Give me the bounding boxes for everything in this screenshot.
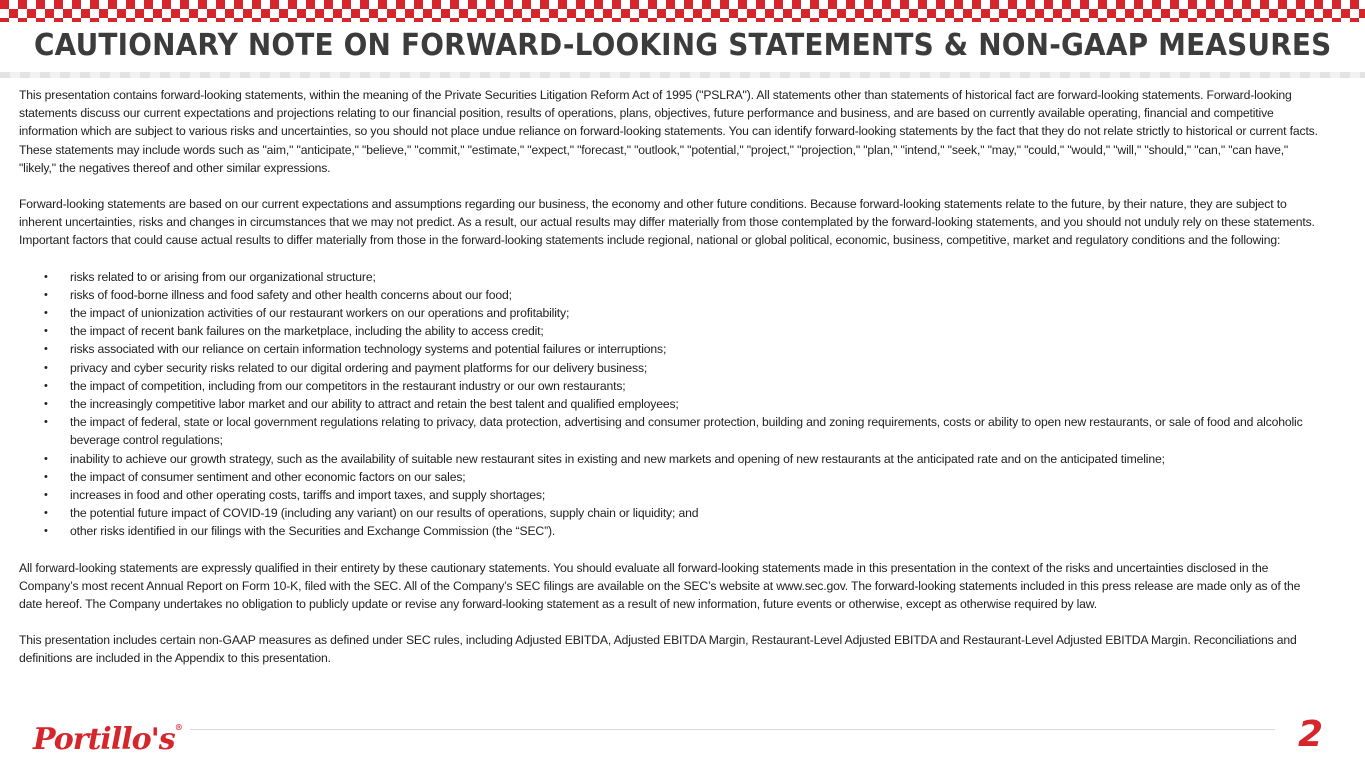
- logo-text: Portillo's: [33, 722, 175, 757]
- list-item: • the impact of recent bank failures on the marketplace, including the ability to access credit;: [19, 322, 1319, 340]
- list-item: • the increasingly competitive labor market and our ability to attract and retain the best talent and qualified employees;: [19, 395, 1319, 413]
- paragraph-intro: This presentation contains forward-looking statements, within the meaning of the Private Securities Litigation Reform Act of 1995 ("PSLRA"). All statements other than statements of historical fact are forward-looking statements. Forward-looking statements discuss our current expectations and projections relating to our financial position, results of operations, plans, objectives, future performance and business, and are based on currently available operating, financial and competitive information which are subject to various risks and uncertainties, so you should not place undue reliance on forward-looking statements. You can identify forward-looking statements by the fact that they do not relate strictly to historical or current facts. These statements may include words such as "aim," "anticipate," "believe," "commit," "estimate," "expect," "forecast," "outlook," "potential," "project," "projection," "plan," "intend," "seek," "may," "could," "would," "will," "should," "can," "can have," "likely," the negatives thereof and other similar expressions.: [19, 88, 1318, 175]
- list-item: • the impact of federal, state or local government regulations relating to privacy, data protection, advertising and consumer protection, building and zoning requirements, costs or ability to open new restaurants, or sale of food and alcoholic beverage control regulations;: [19, 413, 1319, 449]
- paragraph-non-gaap: This presentation includes certain non-GAAP measures as defined under SEC rules, including Adjusted EBITDA, Adjusted EBITDA Margin, Restaurant-Level Adjusted EBITDA and Restaurant-Level Adjusted EBITDA Margin. Reconciliations and definitions are included in the Appendix to this presentation.: [19, 633, 1297, 666]
- list-item: • the impact of consumer sentiment and other economic factors on our sales;: [19, 468, 1319, 486]
- footer-divider: [190, 729, 1275, 730]
- list-item: • inability to achieve our growth strategy, such as the availability of suitable new restaurant sites in existing and new markets and opening of new restaurants at the anticipated rate and on the anticipated timeline;: [19, 450, 1319, 468]
- portillos-logo: [33, 722, 182, 757]
- paragraph-assumptions: Forward-looking statements are based on our current expectations and assumptions regarding our business, the economy and other future conditions. Because forward-looking statements relate to the future, by their nature, they are subject to inherent uncertainties, risks and changes in circumstances that we may not predict. As a result, our actual results may differ materially from those contemplated by the forward-looking statements, and you should not unduly rely on these statements. Important factors that could cause actual results to differ materially from those in the forward-looking statements include regional, national or global political, economic, business, competitive, market and regulatory conditions and the following:: [19, 197, 1315, 248]
- page-title: CAUTIONARY NOTE ON FORWARD-LOOKING STATEMENTS & NON-GAAP MEASURES: [34, 28, 1332, 63]
- risk-factor-list: [19, 268, 1319, 541]
- checkered-banner: [0, 0, 1365, 22]
- list-item: • the potential future impact of COVID-19 (including any variant) on our results of operations, supply chain or liquidity; and: [19, 504, 1319, 522]
- paragraph-qualification: All forward-looking statements are expressly qualified in their entirety by these cautionary statements. You should evaluate all forward-looking statements made in this presentation in the context of the risks and uncertainties disclosed in the Company’s most recent Annual Report on Form 10-K, filed with the SEC. All of the Company’s SEC filings are available on the SEC’s website at www.sec.gov. The forward-looking statements included in this press release are made only as of the date hereof. The Company undertakes no obligation to publicly update or revise any forward-looking statement as a result of new information, future events or otherwise, except as otherwise required by law.: [19, 560, 1301, 612]
- list-item: • increases in food and other operating costs, tariffs and import taxes, and supply shortages;: [19, 486, 1319, 504]
- list-item: • the impact of competition, including from our competitors in the restaurant industry or our own restaurants;: [19, 377, 1319, 395]
- list-item: • privacy and cyber security risks related to our digital ordering and payment platforms for our delivery business;: [19, 359, 1319, 377]
- list-item: • risks associated with our reliance on certain information technology systems and potential failures or interruptions;: [19, 340, 1319, 358]
- title-divider: [0, 72, 1365, 78]
- list-item: • risks related to or arising from our organizational structure;: [19, 268, 1319, 286]
- list-item: • risks of food-borne illness and food safety and other health concerns about our food;: [19, 286, 1319, 304]
- list-item: • other risks identified in our filings with the Securities and Exchange Commission (the “SEC”).: [19, 522, 1319, 540]
- page-number: 2: [1298, 714, 1324, 755]
- registered-mark: ®: [174, 722, 182, 732]
- slide-body: [19, 86, 1319, 686]
- list-item: • the impact of unionization activities of our restaurant workers on our operations and profitability;: [19, 304, 1319, 322]
